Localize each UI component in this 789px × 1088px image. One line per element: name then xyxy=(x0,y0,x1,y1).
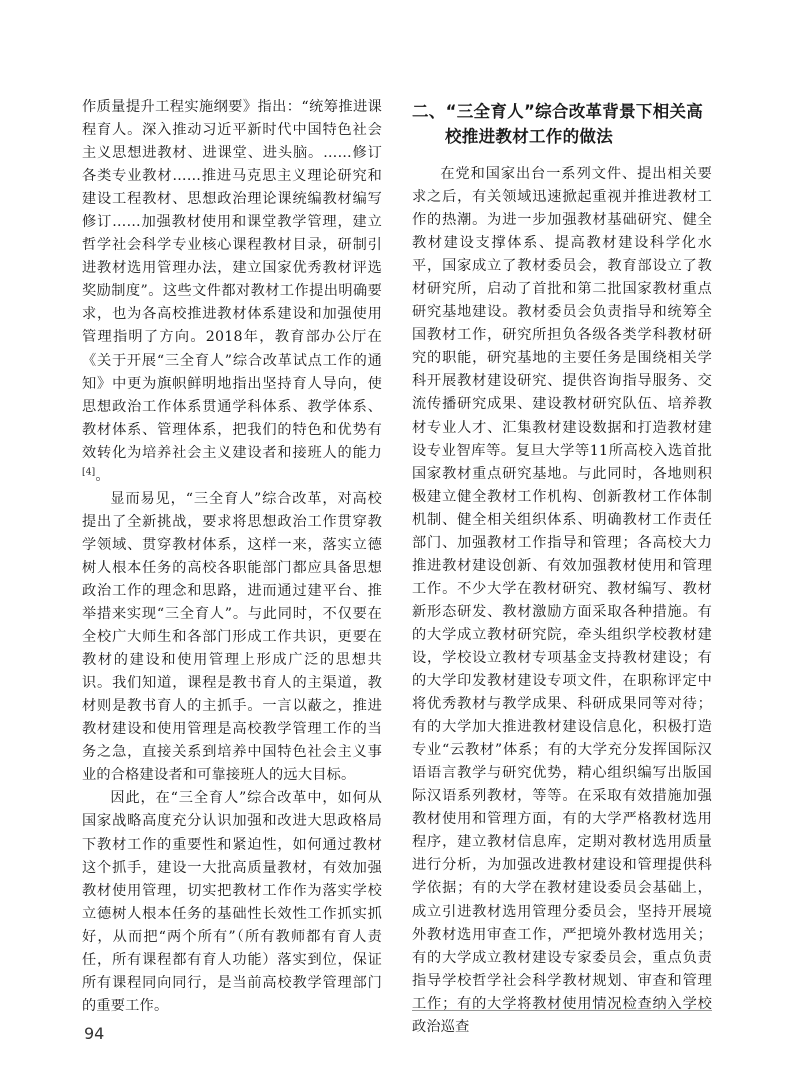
left-column xyxy=(82,96,382,1018)
left-paragraph-3: 因此，在“三全育人”综合改革中，如何从国家战略高度充分认识加强和改进大思政格局下教材工作的重要性和紧迫性，如何通过教材这个抓手，建设一大批高质量教材，有效加强教材使用管理，切实把教材工作作为落实学校立德树人根本任务的基础性长效性工作抓实抓好，从而把“两个所有”（所有教师都有育人责任，所有课程都有育人功能）落实到位，保证所有课程同向同行，是当前高校教学管理部门的重要工作。 xyxy=(82,790,382,1014)
section-heading xyxy=(412,99,712,149)
left-paragraph-1-text: 作质量提升工程实施纲要》指出：“统筹推进课程育人。深入推动习近平新时代中国特色社会主义思想进教材、进课堂、进头脑。……修订各类专业教材……推进马克思主义理论研究和建设工程教材、思想政治理论课统编教材编写修订……加强教材使用和课堂教学管理，建立哲学社会科学专业核心课程教材目录，研制引进教材选用管理办法，建立国家优秀教材评选奖励制度”。这些文件都对教材工作提出明确要求，也为各高校推进教材体系建设和加强使用管理指明了方向。2018年，教育部办公厅在《关于开展“三全育人”综合改革试点工作的通知》中更为旗帜鲜明地指出坚持育人导向，使思想政治工作体系贯通学科体系、教学体系、教材体系、管理体系，把我们的特色和优势有效转化为培养社会主义建设者和接班人的能力 xyxy=(82,99,382,461)
left-paragraph-1-end: 。 xyxy=(95,467,110,484)
column-bottom-rule xyxy=(412,1010,712,1011)
right-column xyxy=(412,99,712,1039)
reference-marker: [4] xyxy=(82,467,96,478)
section-heading-line-2: 校推进教材工作的做法 xyxy=(445,127,613,146)
left-paragraph-2: 显而易见，“三全育人”综合改革，对高校提出了全新挑战，要求将思想政治工作贯穿教学领域、贯穿教材体系，这样一来，落实立德树人根本任务的高校各职能部门都应具备思想政治工作的理念和思路，进而通过建平台、推举措来实现“三全育人”。与此同时，不仅要在全校广大师生和各部门形成工作共识，更要在教材的建设和使用管理上形成广泛的思想共识。我们知道，课程是教书育人的主渠道，教材则是教书育人的主抓手。一言以蔽之，推进教材建设和使用管理是高校教学管理工作的当务之急，直接关系到培养中国特色社会主义事业的合格建设者和可靠接班人的远大目标。 xyxy=(82,490,382,784)
right-paragraph-1: 在党和国家出台一系列文件、提出相关要求之后，有关领域迅速掀起重视并推进教材工作的热潮。为进一步加强教材基础研究、健全教材建设支撑体系、提高教材建设科学化水平，国家成立了教材委员会，教育部设立了教材研究所，启动了首批和第二批国家教材重点研究基地建设。教材委员会负责指导和统筹全国教材工作，研究所担负各级各类学科教材研究的职能，研究基地的主要任务是围绕相关学科开展教材建设研究、提供咨询指导服务、交流传播研究成果、建设教材研究队伍、培养教材专业人才、汇集教材建设数据和打造教材建设专业智库等。复旦大学等11所高校入选首批国家教材重点研究基地。与此同时，各地则积极建立健全教材工作机构、创新教材工作体制机制、健全相关组织体系、明确教材工作责任部门、加强教材工作指导和管理；各高校大力推进教材建设创新、有效加强教材使用和管理工作。不少大学在教材研究、教材编写、教材新形态研发、教材激励方面采取各种措施。有的大学成立教材研究院，牵头组织学校教材建设，学校设立教材专项基金支持教材建设；有的大学印发教材建设专项文件，在职称评定中将优秀教材与教学成果、科研成果同等对待；有的大学加大推进教材建设信息化，积极打造专业“云教材”体系；有的大学充分发挥国际汉语语言教学与研究优势，精心组织编写出版国际汉语系列教材，等等。在采取有效措施加强教材使用和管理方面，有的大学严格教材选用程序，建立教材信息库，定期对教材选用质量进行分析，为加强改进教材建设和管理提供科学依据；有的大学在教材建设委员会基础上，成立引进教材选用管理分委员会，坚持开展境外教材选用审查工作，严把境外教材选用关；有的大学成立教材建设专家委员会，重点负责指导学校哲学社会科学教材规划、审查和管理工作；有的大学将教材使用情况检查纳入学校政治巡查 xyxy=(412,166,712,1035)
left-paragraph-1 xyxy=(82,96,382,488)
page-number: 94 xyxy=(84,1024,105,1043)
section-heading-line-1: 二、“三全育人”综合改革背景下相关高 xyxy=(412,102,704,121)
